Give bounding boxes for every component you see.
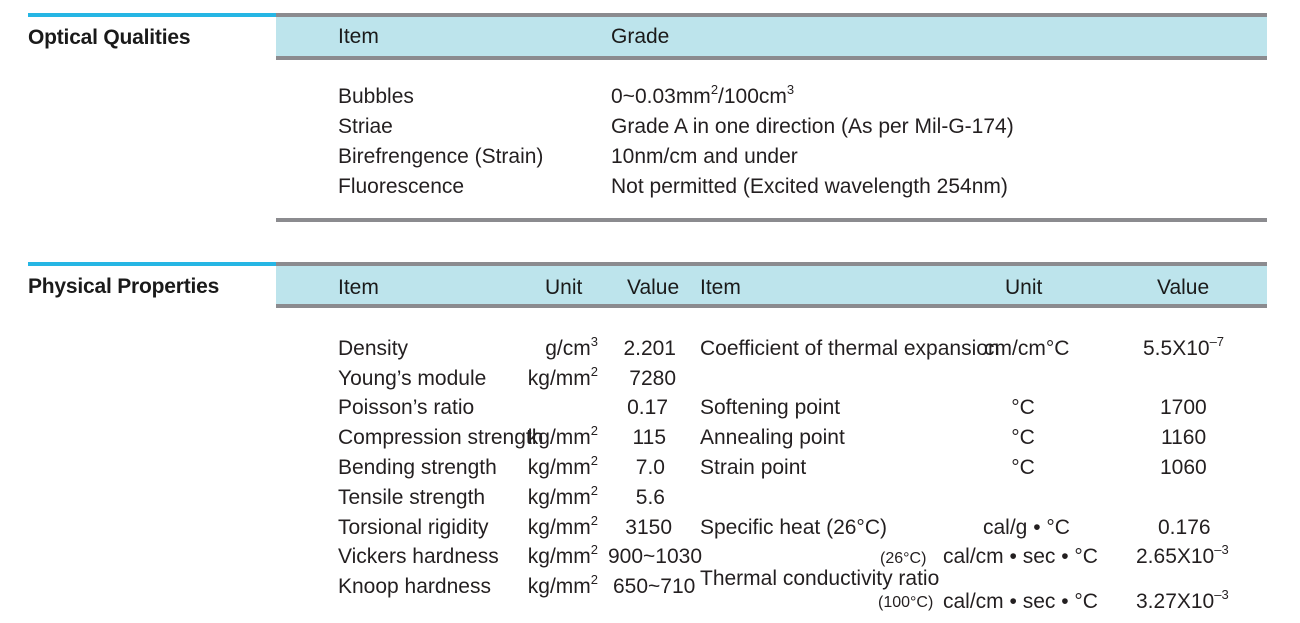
- phys-item-vickers-hardness: Vickers hardness: [338, 545, 499, 568]
- phys-unit-knoop-hardness: $kg/mm^2$: [527, 572, 598, 598]
- phys-item-strain-point: Strain point: [700, 456, 807, 479]
- optical-header-bottom-rule: [276, 56, 1267, 60]
- optical-grade-fluorescence: Not permitted (Excited wavelength 254nm): [611, 175, 1008, 198]
- physical-header-unit: Unit: [545, 276, 583, 299]
- phys-value-strain-point: 1060: [1160, 456, 1207, 479]
- physical-header-band: [276, 266, 1267, 304]
- phys-unit-compression-strength: $kg/mm^2$: [527, 423, 598, 449]
- phys-unit-torsional-rigidity: $kg/mm^2$: [527, 513, 598, 539]
- optical-accent-bar: [28, 13, 276, 17]
- phys-value-density: 2.201: [623, 337, 676, 360]
- phys-tc-value-26c: $2.65X10^{-3}$: [1136, 542, 1229, 568]
- optical-grade-striae: Grade A in one direction (As per Mil-G-174): [611, 115, 1014, 138]
- phys-value-tensile-strength: 5.6: [635, 486, 665, 509]
- physical-accent-bar: [28, 262, 276, 266]
- physical-header-bottom-rule: [276, 304, 1267, 308]
- phys-unit-youngs-module: $kg/mm^2$: [527, 364, 598, 390]
- optical-item-fluorescence: Fluorescence: [338, 175, 465, 198]
- phys-value-compression-strength: 115: [632, 426, 666, 449]
- phys-item-torsional-rigidity: Torsional rigidity: [338, 516, 489, 539]
- phys-tc-condition-26c: (26°C): [880, 550, 927, 567]
- phys-item-knoop-hardness: Knoop hardness: [338, 575, 491, 598]
- phys-item-thermal-conductivity: Thermal conductivity ratio: [700, 567, 940, 590]
- optical-header-item: Item: [338, 25, 379, 48]
- phys-item-density: Density: [338, 337, 409, 360]
- phys-value-knoop-hardness: 650~710: [613, 575, 696, 598]
- phys-item-softening-point: Softening point: [700, 396, 841, 419]
- phys-unit-annealing-point: °C: [1011, 426, 1035, 449]
- phys-unit-density: $g/cm^3$: [545, 334, 598, 360]
- phys-value-poissons-ratio: 0.17: [627, 396, 668, 419]
- phys-item-cte: Coefficient of thermal expansion: [700, 337, 1000, 360]
- phys-item-youngs-module: Young’s module: [338, 367, 487, 390]
- phys-value-youngs-module: 7280: [629, 367, 676, 390]
- phys-tc-value-100c: $3.27X10^{-3}$: [1136, 587, 1229, 613]
- phys-value-cte: $5.5X10^{-7}$: [1143, 334, 1225, 360]
- physical-header-value: Value: [627, 276, 680, 299]
- physical-header-unit2: Unit: [1005, 276, 1043, 299]
- phys-value-softening-point: 1700: [1160, 396, 1207, 419]
- optical-item-bubbles: Bubbles: [338, 85, 414, 108]
- phys-unit-tensile-strength: $kg/mm^2$: [527, 483, 598, 509]
- phys-tc-unit-100c: cal/cm • sec • °C: [943, 590, 1098, 613]
- optical-header-grade: Grade: [611, 25, 670, 48]
- phys-value-bending-strength: 7.0: [635, 456, 665, 479]
- phys-value-specific-heat: 0.176: [1158, 516, 1211, 539]
- phys-item-bending-strength: Bending strength: [338, 456, 497, 479]
- phys-tc-unit-26c: cal/cm • sec • °C: [943, 545, 1098, 568]
- optical-section-title: Optical Qualities: [28, 26, 191, 49]
- phys-unit-softening-point: °C: [1011, 396, 1035, 419]
- phys-value-vickers-hardness: 900~1030: [608, 545, 703, 568]
- phys-tc-condition-100c: (100°C): [878, 594, 934, 611]
- optical-item-striae: Striae: [338, 115, 393, 138]
- phys-unit-strain-point: °C: [1011, 456, 1035, 479]
- phys-value-torsional-rigidity: 3150: [625, 516, 672, 539]
- physical-header-value2: Value: [1157, 276, 1210, 299]
- physical-header-item: Item: [338, 276, 379, 299]
- physical-section-title: Physical Properties: [28, 275, 220, 298]
- phys-item-poissons-ratio: Poisson’s ratio: [338, 396, 475, 419]
- phys-value-annealing-point: 1160: [1161, 426, 1207, 449]
- optical-grade-bubbles: $0\sim 0.03mm^2/100cm^3$: [611, 82, 795, 108]
- phys-item-compression-strength: Compression strength: [338, 426, 544, 449]
- optical-header-band: [276, 17, 1267, 56]
- phys-item-specific-heat: Specific heat (26°C): [700, 516, 887, 539]
- optical-item-birefringence: Birefrengence (Strain): [338, 145, 544, 168]
- physical-header-item2: Item: [700, 276, 741, 299]
- phys-unit-specific-heat: cal/g • °C: [983, 516, 1070, 539]
- phys-item-annealing-point: Annealing point: [700, 426, 845, 449]
- optical-bottom-rule: [276, 218, 1267, 222]
- optical-grade-birefringence: 10nm/cm and under: [611, 145, 798, 168]
- phys-unit-bending-strength: $kg/mm^2$: [527, 453, 598, 479]
- phys-unit-cte: cm/cm°C: [984, 337, 1070, 360]
- phys-item-tensile-strength: Tensile strength: [338, 486, 486, 509]
- phys-unit-vickers-hardness: $kg/mm^2$: [527, 542, 598, 568]
